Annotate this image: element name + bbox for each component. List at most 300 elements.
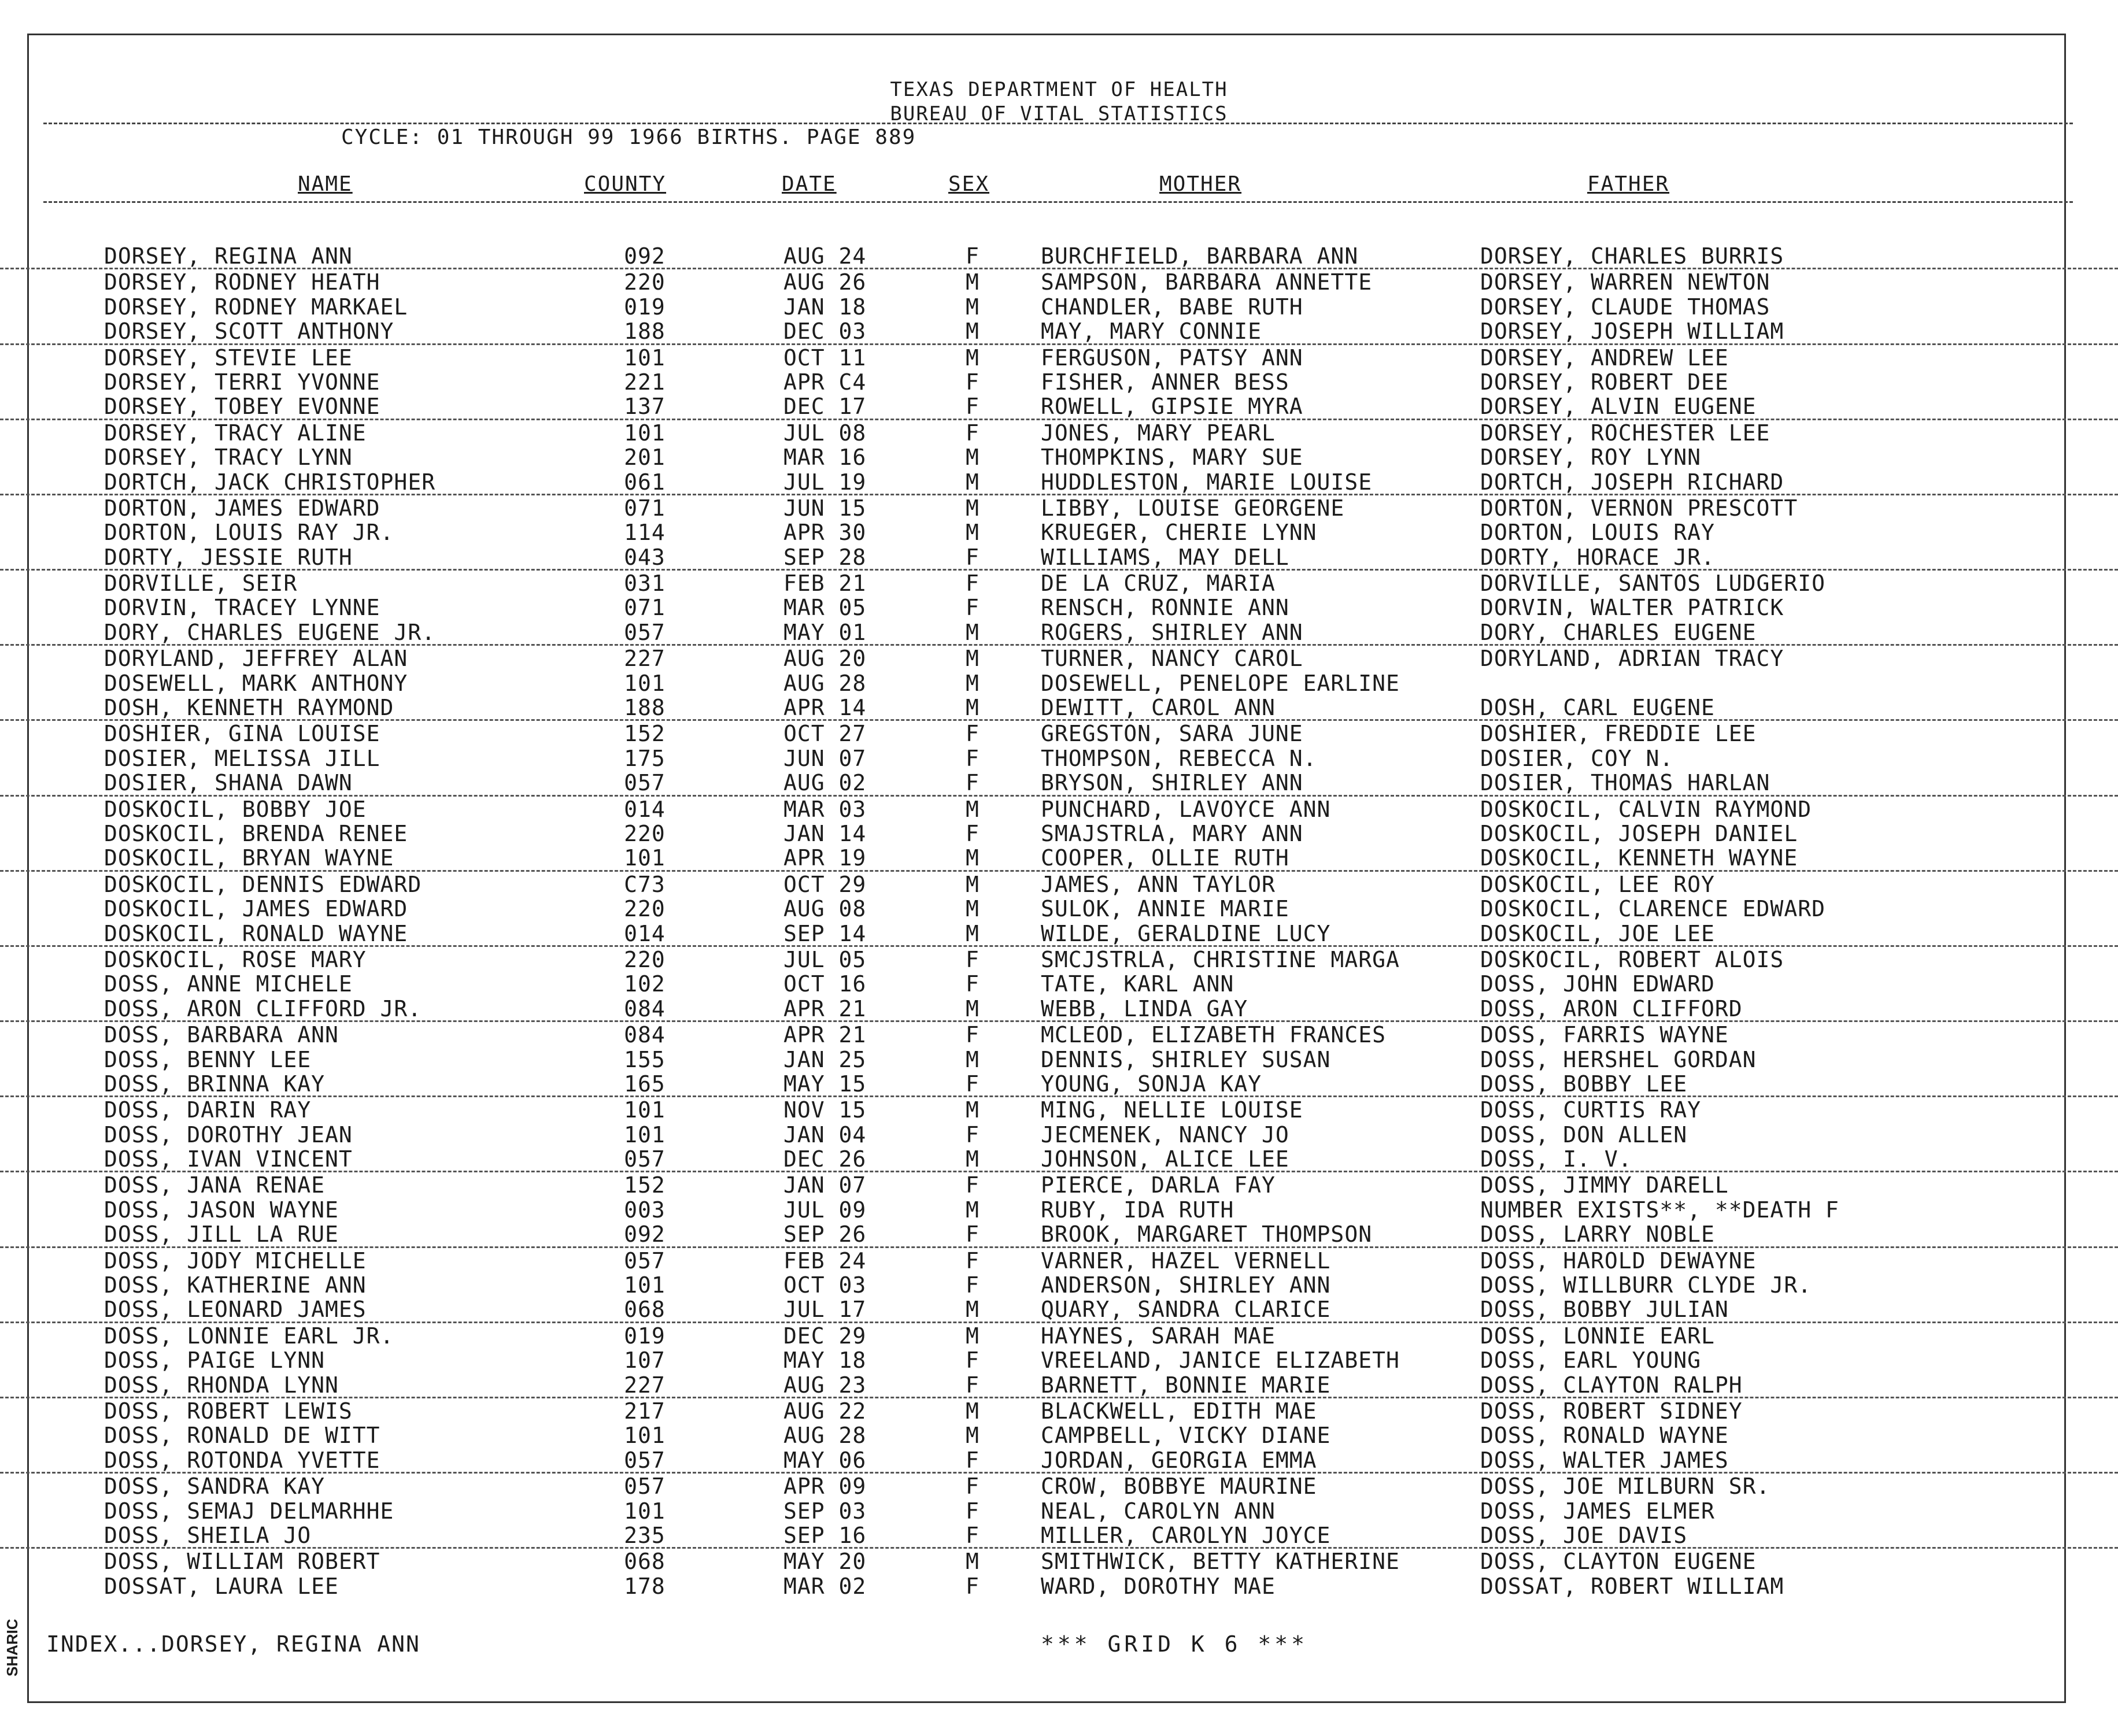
- cell-name: DOSS, BENNY LEE: [104, 1046, 312, 1072]
- cell-name: DORSEY, SCOTT ANTHONY: [104, 319, 394, 345]
- cell-father: DOSIER, COY N.: [1480, 745, 1674, 771]
- cell-mother: SMCJSTRLA, CHRISTINE MARGA: [1041, 946, 1400, 972]
- cell-name: DORVIN, TRACEY LYNNE: [104, 595, 380, 621]
- cell-sex: M: [966, 646, 979, 672]
- table-row: [0, 1348, 2118, 1372]
- cell-name: DOSS, BARBARA ANN: [104, 1022, 339, 1048]
- cell-sex: M: [966, 1146, 979, 1172]
- cell-date: OCT 03: [783, 1272, 867, 1298]
- cell-county: 101: [624, 1272, 666, 1298]
- cell-county: 220: [624, 269, 666, 295]
- cell-county: 019: [624, 1323, 666, 1349]
- cell-mother: JECMENEK, NANCY JO: [1041, 1121, 1289, 1148]
- cell-sex: F: [966, 1348, 979, 1374]
- cell-date: OCT 11: [783, 345, 867, 371]
- cell-father: DOSKOCIL, JOE LEE: [1480, 920, 1715, 946]
- cell-mother: ROGERS, SHIRLEY ANN: [1041, 619, 1303, 645]
- table-row: [0, 520, 2118, 544]
- header-divider: [43, 123, 2073, 124]
- cell-name: DORSEY, TRACY ALINE: [104, 420, 367, 446]
- cell-sex: F: [966, 1172, 979, 1198]
- cell-name: DOSS, LONNIE EARL JR.: [104, 1323, 394, 1349]
- cell-mother: DEWITT, CAROL ANN: [1041, 695, 1276, 721]
- cell-mother: WILLIAMS, MAY DELL: [1041, 544, 1289, 570]
- cell-mother: BROOK, MARGARET THOMPSON: [1041, 1222, 1373, 1248]
- cell-county: 014: [624, 796, 666, 822]
- cell-name: DOSS, KATHERINE ANN: [104, 1272, 367, 1298]
- cell-father: DORVIN, WALTER PATRICK: [1480, 595, 1784, 621]
- side-label: SHARIC: [3, 1619, 21, 1676]
- table-row: [0, 821, 2118, 845]
- cell-sex: F: [966, 243, 979, 269]
- cell-county: 165: [624, 1071, 666, 1097]
- table-row: [0, 1297, 2118, 1321]
- cell-father: DORSEY, JOSEPH WILLIAM: [1480, 319, 1784, 345]
- cell-name: DOSS, LEONARD JAMES: [104, 1297, 367, 1323]
- cell-county: 057: [624, 1248, 666, 1274]
- cell-county: 188: [624, 319, 666, 345]
- cell-sex: F: [966, 420, 979, 446]
- cell-sex: M: [966, 1398, 979, 1424]
- cell-father: DOSS, FARRIS WAYNE: [1480, 1022, 1729, 1048]
- cell-sex: M: [966, 871, 979, 897]
- cell-father: DORSEY, CLAUDE THOMAS: [1480, 294, 1770, 320]
- cell-mother: NEAL, CAROLYN ANN: [1041, 1498, 1276, 1524]
- cell-date: DEC 29: [783, 1323, 867, 1349]
- cell-county: 137: [624, 394, 666, 420]
- cell-mother: HUDDLESTON, MARIE LOUISE: [1041, 469, 1373, 495]
- cell-date: NOV 15: [783, 1097, 867, 1123]
- cell-father: DORYLAND, ADRIAN TRACY: [1480, 646, 1784, 672]
- cell-sex: M: [966, 896, 979, 922]
- table-row: [0, 870, 2118, 896]
- table-row: [0, 1397, 2118, 1423]
- cell-county: 068: [624, 1297, 666, 1323]
- cell-date: MAY 01: [783, 619, 867, 645]
- table-row: [0, 845, 2118, 869]
- cell-date: JAN 25: [783, 1046, 867, 1072]
- cell-father: DOSS, LARRY NOBLE: [1480, 1222, 1715, 1248]
- table-row: [0, 394, 2118, 418]
- cell-county: 178: [624, 1573, 666, 1599]
- table-row: [0, 671, 2118, 695]
- cell-county: 084: [624, 1022, 666, 1048]
- cell-name: DOSS, SANDRA KAY: [104, 1474, 326, 1500]
- cell-name: DORSEY, TOBEY EVONNE: [104, 394, 380, 420]
- table-row: [0, 795, 2118, 821]
- cell-father: DOSS, BOBBY JULIAN: [1480, 1297, 1729, 1323]
- cell-date: JAN 14: [783, 820, 867, 846]
- cell-father: DORTON, VERNON PRESCOTT: [1480, 495, 1798, 521]
- cell-father: DORY, CHARLES EUGENE: [1480, 619, 1757, 645]
- cell-father: DORSEY, WARREN NEWTON: [1480, 269, 1770, 295]
- table-row: [0, 445, 2118, 469]
- footer-index: INDEX...DORSEY, REGINA ANN: [46, 1631, 420, 1657]
- cell-name: DOSS, ROTONDA YVETTE: [104, 1447, 380, 1473]
- cell-mother: COOPER, OLLIE RUTH: [1041, 845, 1289, 871]
- cell-county: 003: [624, 1197, 666, 1223]
- table-row: [0, 1448, 2118, 1472]
- table-row: [0, 1322, 2118, 1348]
- cell-father: DORSEY, ANDREW LEE: [1480, 345, 1729, 371]
- cell-father: DOSHIER, FREDDIE LEE: [1480, 721, 1757, 747]
- cell-county: 235: [624, 1522, 666, 1548]
- cell-county: 101: [624, 670, 666, 696]
- cell-name: DOSSAT, LAURA LEE: [104, 1573, 339, 1599]
- cell-date: FEB 21: [783, 571, 867, 597]
- cell-name: DOSS, RONALD DE WITT: [104, 1423, 380, 1449]
- cell-sex: F: [966, 369, 979, 395]
- cell-date: JAN 04: [783, 1121, 867, 1148]
- cell-county: 227: [624, 1372, 666, 1398]
- cell-father: DOSH, CARL EUGENE: [1480, 695, 1715, 721]
- cell-county: 188: [624, 695, 666, 721]
- cell-name: DOSS, RHONDA LYNN: [104, 1372, 339, 1398]
- cell-date: JUL 09: [783, 1197, 867, 1223]
- cell-name: DOSS, SHEILA JO: [104, 1522, 312, 1548]
- table-row: [0, 620, 2118, 644]
- cell-name: DOSKOCIL, DENNIS EDWARD: [104, 871, 422, 897]
- cell-name: DOSS, PAIGE LYNN: [104, 1348, 326, 1374]
- cell-name: DORY, CHARLES EUGENE JR.: [104, 619, 436, 645]
- cell-name: DOSKOCIL, RONALD WAYNE: [104, 920, 408, 946]
- cell-sex: M: [966, 670, 979, 696]
- cell-sex: F: [966, 721, 979, 747]
- cell-sex: F: [966, 1372, 979, 1398]
- cell-mother: MILLER, CAROLYN JOYCE: [1041, 1522, 1331, 1548]
- cell-county: 101: [624, 1097, 666, 1123]
- cell-mother: CAMPBELL, VICKY DIANE: [1041, 1423, 1331, 1449]
- cell-county: 101: [624, 1423, 666, 1449]
- cell-county: 092: [624, 243, 666, 269]
- table-row: [0, 1047, 2118, 1071]
- cell-sex: M: [966, 319, 979, 345]
- cell-name: DOSS, BRINNA KAY: [104, 1071, 326, 1097]
- cell-father: DOSS, BOBBY LEE: [1480, 1071, 1688, 1097]
- cell-date: APR 21: [783, 1022, 867, 1048]
- cell-mother: GREGSTON, SARA JUNE: [1041, 721, 1303, 747]
- cell-date: JUL 17: [783, 1297, 867, 1323]
- cell-mother: BLACKWELL, EDITH MAE: [1041, 1398, 1317, 1424]
- cell-county: 092: [624, 1222, 666, 1248]
- cell-name: DOSS, ARON CLIFFORD JR.: [104, 995, 422, 1021]
- cell-mother: VARNER, HAZEL VERNELL: [1041, 1248, 1331, 1274]
- cell-sex: F: [966, 1447, 979, 1473]
- cell-date: MAY 20: [783, 1549, 867, 1575]
- cell-name: DOSS, JANA RENAE: [104, 1172, 326, 1198]
- cell-date: AUG 08: [783, 896, 867, 922]
- cell-father: DOSS, ROBERT SIDNEY: [1480, 1398, 1743, 1424]
- cell-county: C73: [624, 871, 666, 897]
- cell-father: DOSS, CLAYTON EUGENE: [1480, 1549, 1757, 1575]
- cell-date: SEP 26: [783, 1222, 867, 1248]
- cell-name: DORSEY, RODNEY MARKAEL: [104, 294, 408, 320]
- cell-mother: DENNIS, SHIRLEY SUSAN: [1041, 1046, 1331, 1072]
- table-row: [0, 419, 2118, 445]
- cell-mother: VREELAND, JANICE ELIZABETH: [1041, 1348, 1400, 1374]
- cell-mother: QUARY, SANDRA CLARICE: [1041, 1297, 1331, 1323]
- cell-father: DORSEY, CHARLES BURRIS: [1480, 243, 1784, 269]
- cell-date: AUG 26: [783, 269, 867, 295]
- cell-mother: CROW, BOBBYE MAURINE: [1041, 1474, 1317, 1500]
- cell-father: DOSKOCIL, ROBERT ALOIS: [1480, 946, 1784, 972]
- cell-date: AUG 20: [783, 646, 867, 672]
- cell-father: DOSS, JIMMY DARELL: [1480, 1172, 1729, 1198]
- cell-sex: M: [966, 495, 979, 521]
- cell-name: DOSS, ROBERT LEWIS: [104, 1398, 353, 1424]
- column-divider: [43, 201, 2073, 203]
- cell-mother: HAYNES, SARAH MAE: [1041, 1323, 1276, 1349]
- cell-sex: F: [966, 571, 979, 597]
- cell-county: 068: [624, 1549, 666, 1575]
- cell-name: DORSEY, REGINA ANN: [104, 243, 353, 269]
- cell-mother: ROWELL, GIPSIE MYRA: [1041, 394, 1303, 420]
- cell-sex: F: [966, 1522, 979, 1548]
- cell-county: 057: [624, 619, 666, 645]
- table-row: [0, 921, 2118, 945]
- cell-father: DOSKOCIL, LEE ROY: [1480, 871, 1715, 897]
- cell-county: 061: [624, 469, 666, 495]
- cell-mother: ANDERSON, SHIRLEY ANN: [1041, 1272, 1331, 1298]
- cell-county: 102: [624, 971, 666, 997]
- cell-sex: F: [966, 1248, 979, 1274]
- records-table: [0, 243, 2118, 1598]
- cell-date: SEP 16: [783, 1522, 867, 1548]
- cell-sex: M: [966, 619, 979, 645]
- cell-father: DOSS, I. V.: [1480, 1146, 1632, 1172]
- cell-county: 057: [624, 770, 666, 796]
- table-row: [0, 896, 2118, 920]
- table-row: [0, 1222, 2118, 1246]
- cell-sex: M: [966, 1423, 979, 1449]
- table-row: [0, 1122, 2118, 1146]
- cell-mother: SMAJSTRLA, MARY ANN: [1041, 820, 1303, 846]
- cell-sex: F: [966, 1222, 979, 1248]
- cell-name: DOSS, JASON WAYNE: [104, 1197, 339, 1223]
- cell-name: DORVILLE, SEIR: [104, 571, 298, 597]
- cell-county: 014: [624, 920, 666, 946]
- cell-date: AUG 23: [783, 1372, 867, 1398]
- cell-date: JUL 05: [783, 946, 867, 972]
- cell-name: DORSEY, STEVIE LEE: [104, 345, 353, 371]
- cell-county: 101: [624, 345, 666, 371]
- cell-county: 057: [624, 1146, 666, 1172]
- cell-mother: BARNETT, BONNIE MARIE: [1041, 1372, 1331, 1398]
- cell-sex: F: [966, 394, 979, 420]
- cell-sex: M: [966, 345, 979, 371]
- cell-sex: F: [966, 595, 979, 621]
- table-row: [0, 1272, 2118, 1297]
- cell-county: 155: [624, 1046, 666, 1072]
- cell-mother: BURCHFIELD, BARBARA ANN: [1041, 243, 1359, 269]
- cell-father: DOSS, CLAYTON RALPH: [1480, 1372, 1743, 1398]
- cell-sex: F: [966, 1498, 979, 1524]
- cell-mother: JAMES, ANN TAYLOR: [1041, 871, 1276, 897]
- cell-father: DOSS, WILLBURR CLYDE JR.: [1480, 1272, 1812, 1298]
- cell-father: DORTY, HORACE JR.: [1480, 544, 1715, 570]
- cell-county: 221: [624, 369, 666, 395]
- cell-father: DORSEY, ALVIN EUGENE: [1480, 394, 1757, 420]
- cell-name: DOSS, JILL LA RUE: [104, 1222, 339, 1248]
- cell-date: JUL 19: [783, 469, 867, 495]
- cell-sex: M: [966, 469, 979, 495]
- cell-mother: JOHNSON, ALICE LEE: [1041, 1146, 1289, 1172]
- table-row: [0, 695, 2118, 719]
- cell-date: MAR 05: [783, 595, 867, 621]
- cell-date: SEP 03: [783, 1498, 867, 1524]
- cell-sex: M: [966, 1097, 979, 1123]
- col-father: FATHER: [1587, 172, 1670, 196]
- table-row: [0, 1146, 2118, 1171]
- cell-father: DOSIER, THOMAS HARLAN: [1480, 770, 1770, 796]
- cell-county: 101: [624, 420, 666, 446]
- cell-father: DOSS, ARON CLIFFORD: [1480, 995, 1743, 1021]
- cell-father: DOSS, JOE DAVIS: [1480, 1522, 1688, 1548]
- cell-sex: M: [966, 1297, 979, 1323]
- col-date: DATE: [782, 172, 837, 196]
- cell-name: DORTCH, JACK CHRISTOPHER: [104, 469, 436, 495]
- table-row: [0, 545, 2118, 569]
- cell-mother: KRUEGER, CHERIE LYNN: [1041, 520, 1317, 546]
- cell-date: MAY 15: [783, 1071, 867, 1097]
- cell-name: DORTON, JAMES EDWARD: [104, 495, 380, 521]
- cell-sex: M: [966, 796, 979, 822]
- cell-sex: F: [966, 1071, 979, 1097]
- cell-sex: M: [966, 695, 979, 721]
- cell-date: APR 14: [783, 695, 867, 721]
- cell-date: JUN 07: [783, 745, 867, 771]
- table-row: [0, 569, 2118, 595]
- cell-date: FEB 24: [783, 1248, 867, 1274]
- cell-date: OCT 29: [783, 871, 867, 897]
- cell-name: DOSKOCIL, ROSE MARY: [104, 946, 367, 972]
- table-row: [0, 1020, 2118, 1046]
- cell-sex: F: [966, 1573, 979, 1599]
- cell-sex: M: [966, 1323, 979, 1349]
- table-row: [0, 1372, 2118, 1397]
- cell-father: NUMBER EXISTS**, **DEATH F: [1480, 1197, 1839, 1223]
- cell-name: DOSS, IVAN VINCENT: [104, 1146, 353, 1172]
- cell-name: DOSKOCIL, BRENDA RENEE: [104, 820, 408, 846]
- cell-name: DOSKOCIL, JAMES EDWARD: [104, 896, 408, 922]
- cell-father: DORTCH, JOSEPH RICHARD: [1480, 469, 1784, 495]
- cell-mother: SMITHWICK, BETTY KATHERINE: [1041, 1549, 1400, 1575]
- cell-mother: RENSCH, RONNIE ANN: [1041, 595, 1289, 621]
- cell-sex: F: [966, 820, 979, 846]
- cell-mother: SAMPSON, BARBARA ANNETTE: [1041, 269, 1373, 295]
- cell-date: DEC 26: [783, 1146, 867, 1172]
- cell-mother: MCLEOD, ELIZABETH FRANCES: [1041, 1022, 1386, 1048]
- cell-sex: F: [966, 745, 979, 771]
- cell-mother: TURNER, NANCY CAROL: [1041, 646, 1303, 672]
- cell-county: 220: [624, 896, 666, 922]
- table-row: [0, 268, 2118, 294]
- cell-date: JUL 08: [783, 420, 867, 446]
- cell-county: 107: [624, 1348, 666, 1374]
- cell-mother: RUBY, IDA RUTH: [1041, 1197, 1234, 1223]
- cell-date: AUG 02: [783, 770, 867, 796]
- cell-name: DOSS, DOROTHY JEAN: [104, 1121, 353, 1148]
- cell-sex: F: [966, 770, 979, 796]
- cell-father: DORSEY, ROBERT DEE: [1480, 369, 1729, 395]
- table-row: [0, 1574, 2118, 1598]
- cell-mother: FISHER, ANNER BESS: [1041, 369, 1289, 395]
- table-row: [0, 595, 2118, 619]
- table-row: [0, 1547, 2118, 1573]
- col-sex: SEX: [948, 172, 990, 196]
- cell-sex: M: [966, 1046, 979, 1072]
- cell-county: 084: [624, 995, 666, 1021]
- cell-father: DOSS, HAROLD DEWAYNE: [1480, 1248, 1757, 1274]
- cell-name: DOSH, KENNETH RAYMOND: [104, 695, 394, 721]
- cell-father: DOSKOCIL, KENNETH WAYNE: [1480, 845, 1798, 871]
- cell-mother: PUNCHARD, LAVOYCE ANN: [1041, 796, 1331, 822]
- table-row: [0, 996, 2118, 1020]
- cell-mother: THOMPSON, REBECCA N.: [1041, 745, 1317, 771]
- cell-mother: BRYSON, SHIRLEY ANN: [1041, 770, 1303, 796]
- table-row: [0, 1423, 2118, 1447]
- cell-father: DOSS, CURTIS RAY: [1480, 1097, 1702, 1123]
- cell-sex: M: [966, 269, 979, 295]
- cell-mother: YOUNG, SONJA KAY: [1041, 1071, 1262, 1097]
- cell-date: AUG 28: [783, 670, 867, 696]
- cell-sex: M: [966, 520, 979, 546]
- cell-county: 057: [624, 1447, 666, 1473]
- cell-name: DOSKOCIL, BOBBY JOE: [104, 796, 367, 822]
- cell-county: 114: [624, 520, 666, 546]
- cell-date: JUN 15: [783, 495, 867, 521]
- table-row: [0, 369, 2118, 394]
- cell-date: AUG 28: [783, 1423, 867, 1449]
- table-row: [0, 1246, 2118, 1272]
- cell-date: APR C4: [783, 369, 867, 395]
- cell-county: 031: [624, 571, 666, 597]
- cell-father: DOSS, RONALD WAYNE: [1480, 1423, 1729, 1449]
- cell-sex: M: [966, 920, 979, 946]
- table-row: [0, 770, 2118, 794]
- cell-father: DOSKOCIL, CLARENCE EDWARD: [1480, 896, 1825, 922]
- cell-date: APR 19: [783, 845, 867, 871]
- cell-name: DORSEY, TERRI YVONNE: [104, 369, 380, 395]
- cell-mother: DOSEWELL, PENELOPE EARLINE: [1041, 670, 1400, 696]
- cell-date: MAR 16: [783, 445, 867, 471]
- cell-county: 101: [624, 1121, 666, 1148]
- cell-county: 152: [624, 1172, 666, 1198]
- cell-father: DORSEY, ROY LYNN: [1480, 445, 1702, 471]
- cell-date: MAY 06: [783, 1447, 867, 1473]
- cell-date: APR 21: [783, 995, 867, 1021]
- cell-father: DOSSAT, ROBERT WILLIAM: [1480, 1573, 1784, 1599]
- cell-date: MAR 02: [783, 1573, 867, 1599]
- footer-grid: *** GRID K 6 ***: [1041, 1631, 1308, 1657]
- cell-sex: M: [966, 294, 979, 320]
- table-row: [0, 1523, 2118, 1547]
- cell-sex: F: [966, 971, 979, 997]
- cell-county: 175: [624, 745, 666, 771]
- cell-mother: TATE, KARL ANN: [1041, 971, 1234, 997]
- cell-name: DORSEY, RODNEY HEATH: [104, 269, 380, 295]
- table-row: [0, 1472, 2118, 1498]
- cell-date: SEP 14: [783, 920, 867, 946]
- cell-county: 217: [624, 1398, 666, 1424]
- cell-name: DORTY, JESSIE RUTH: [104, 544, 353, 570]
- table-row: [0, 469, 2118, 494]
- cell-county: 071: [624, 495, 666, 521]
- cell-mother: MING, NELLIE LOUISE: [1041, 1097, 1303, 1123]
- cell-date: APR 09: [783, 1474, 867, 1500]
- cell-county: 220: [624, 946, 666, 972]
- cell-sex: F: [966, 1272, 979, 1298]
